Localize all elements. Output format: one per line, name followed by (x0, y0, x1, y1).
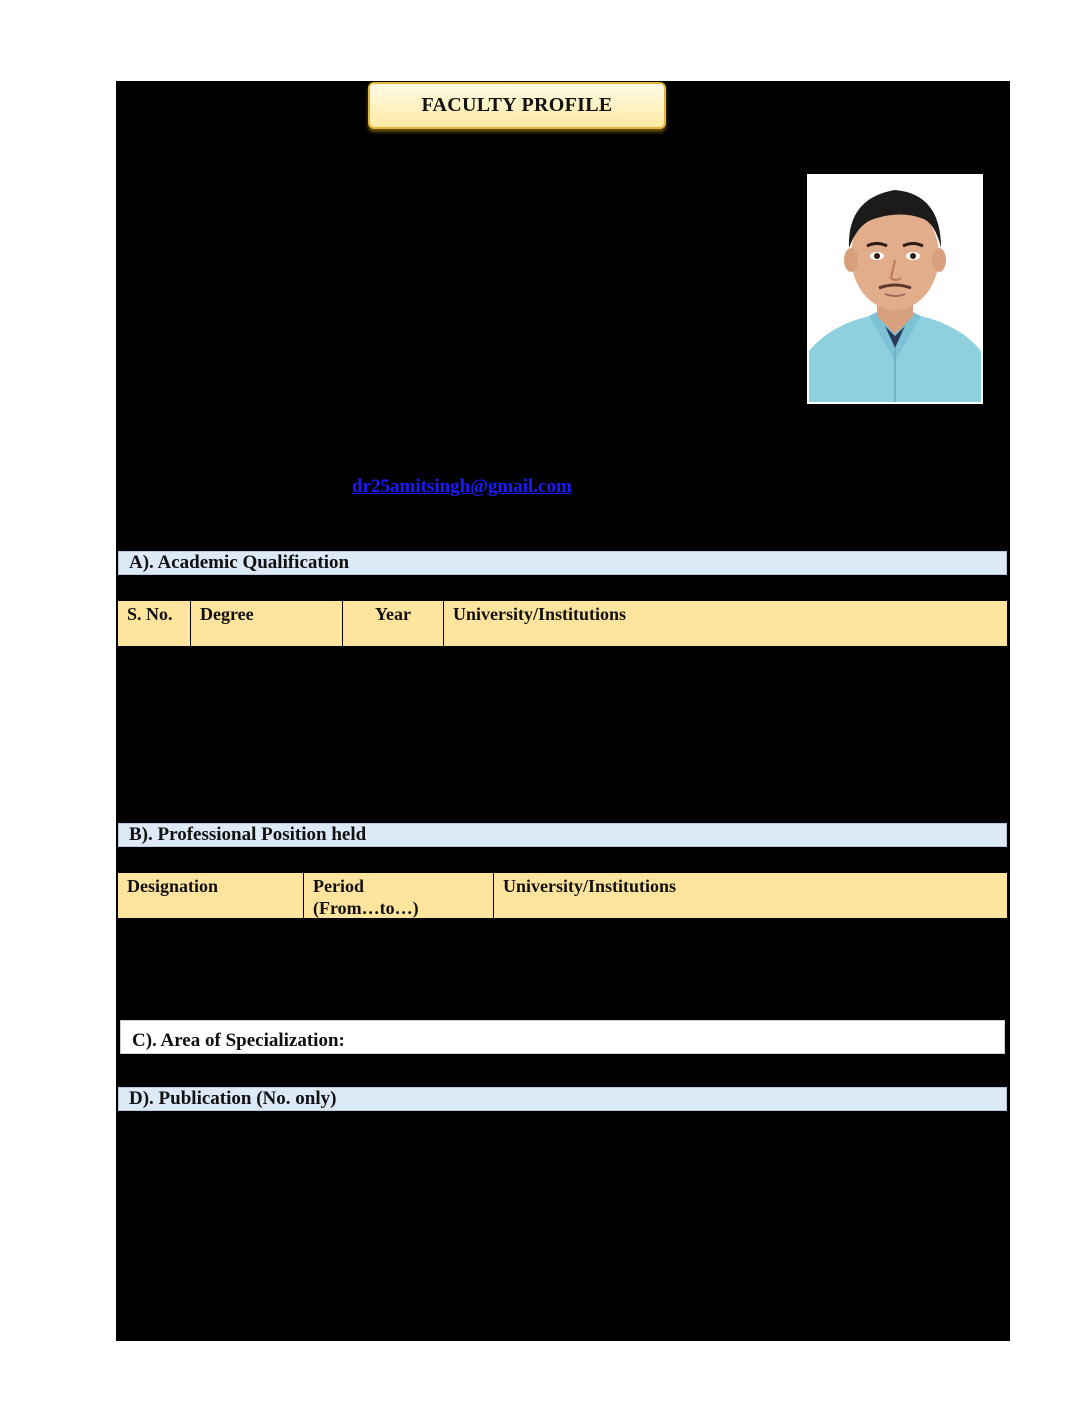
section-academic-heading: A). Academic Qualification (118, 551, 1007, 575)
section-professional-heading: B). Professional Position held (118, 823, 1007, 847)
col-sno: S. No. (118, 601, 191, 646)
section-specialization-heading: C). Area of Specialization: (120, 1020, 1005, 1054)
section-publication-heading: D). Publication (No. only) (118, 1087, 1007, 1111)
col-year: Year (343, 601, 444, 646)
col-period (304, 873, 494, 918)
col-degree: Degree (191, 601, 343, 646)
col-professional-university: University/Institutions (503, 876, 677, 896)
academic-table-header (118, 601, 1007, 646)
col-designation: Designation (118, 873, 304, 918)
faculty-photo (807, 174, 983, 404)
col-period-range: (From…to…) (313, 898, 419, 918)
portrait-image (809, 176, 981, 402)
page-title: FACULTY PROFILE (368, 82, 666, 129)
professional-table-header (118, 873, 1007, 918)
col-university: University/Institutions (453, 604, 627, 624)
col-period-label: Period (313, 876, 364, 896)
email-link[interactable]: dr25amitsingh@gmail.com (352, 476, 572, 497)
